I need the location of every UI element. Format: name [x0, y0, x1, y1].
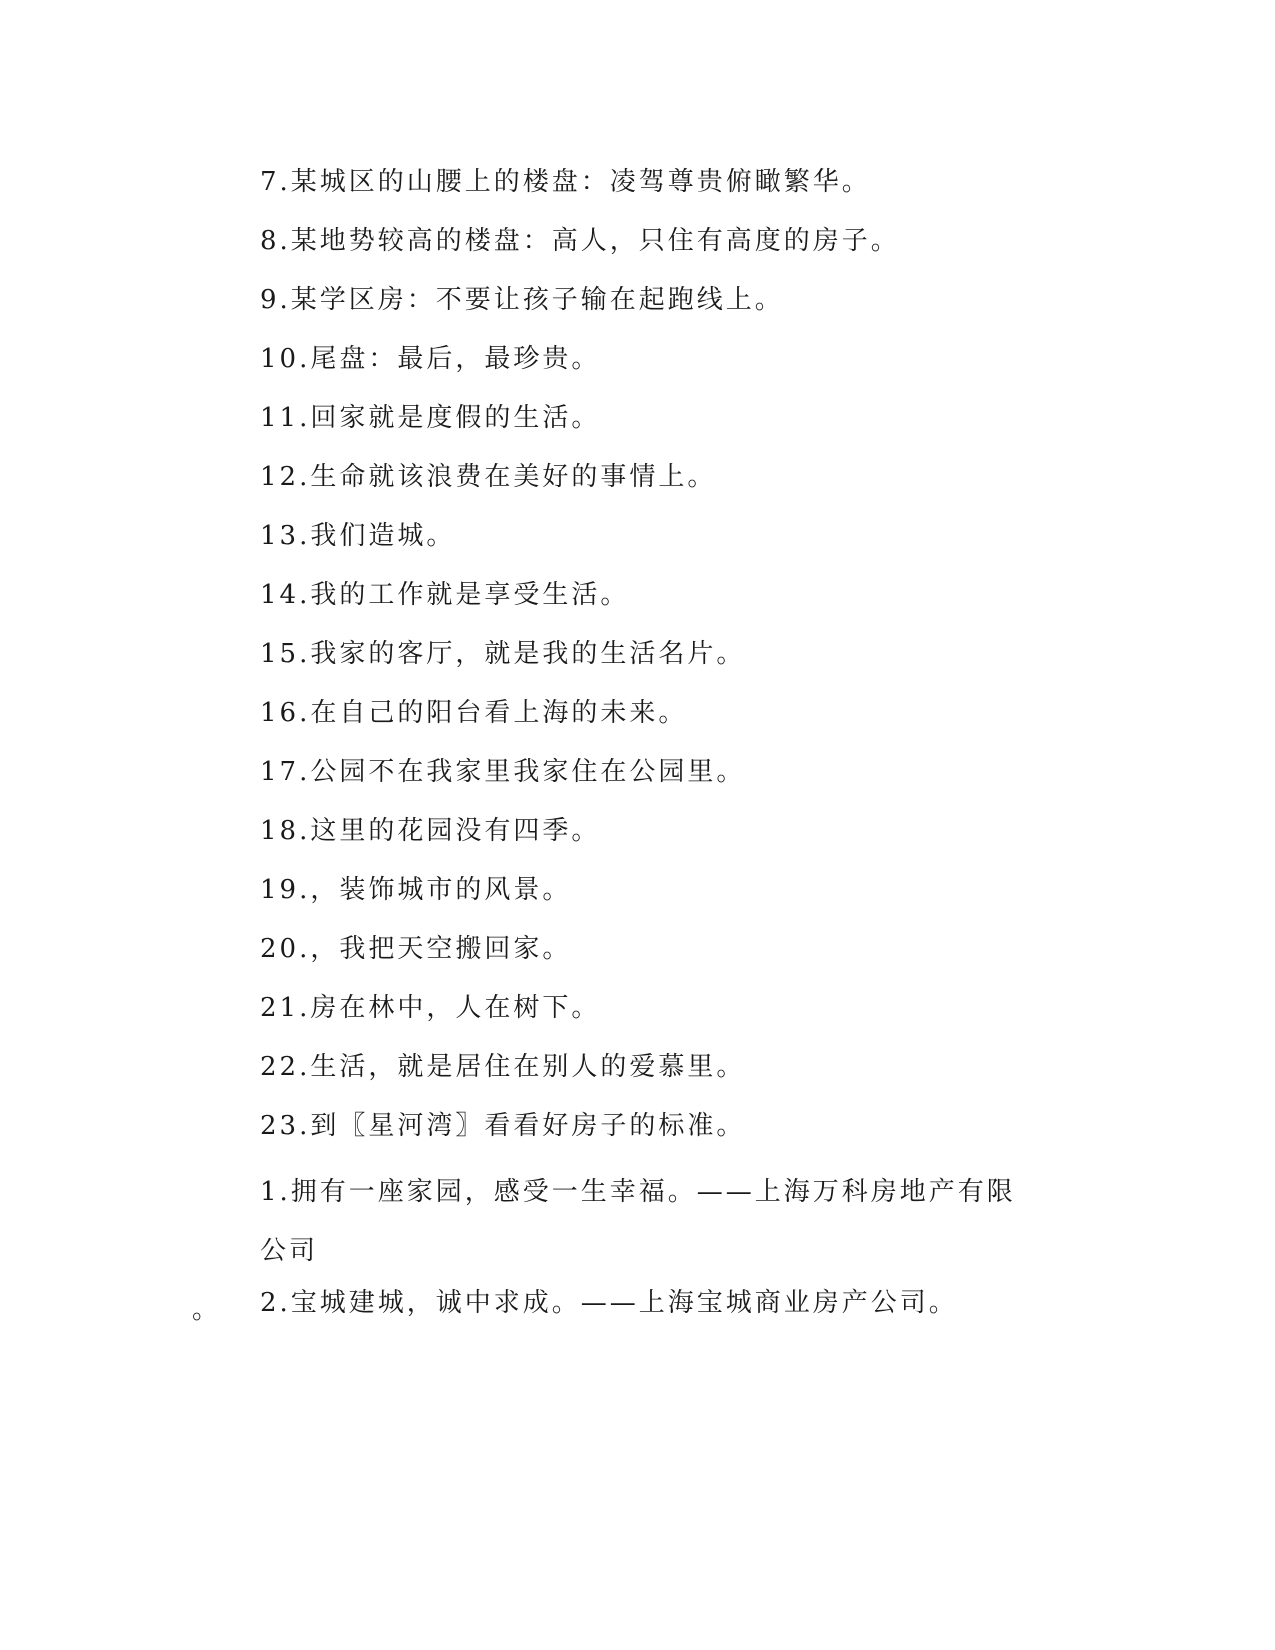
text-line-23: 23.到〖星河湾〗看看好房子的标准。 [260, 1111, 746, 1141]
text-line-12: 12.生命就该浪费在美好的事情上。 [260, 462, 717, 492]
text-line-9: 9.某学区房：不要让孩子输在起跑线上。 [260, 285, 784, 315]
text-line-15: 15.我家的客厅，就是我的生活名片。 [260, 639, 746, 669]
text-line-10: 10.尾盘：最后，最珍贵。 [260, 344, 601, 374]
slogan-1-tail: 。 [192, 1295, 222, 1325]
text-line-18: 18.这里的花园没有四季。 [260, 816, 601, 846]
text-line-17: 17.公园不在我家里我家住在公园里。 [260, 757, 746, 787]
document-body [0, 160, 1275, 1340]
text-line-19: 19.，装饰城市的风景。 [260, 875, 572, 905]
text-line-16: 16.在自己的阳台看上海的未来。 [260, 698, 688, 728]
slogan-paragraph-2: 2.宝城建城，诚中求成。——上海宝城商业房产公司。 [260, 1288, 958, 1318]
text-line-14: 14.我的工作就是享受生活。 [260, 580, 630, 610]
text-line-20: 20.，我把天空搬回家。 [260, 934, 572, 964]
text-line-11: 11.回家就是度假的生活。 [260, 403, 601, 433]
text-line-22: 22.生活，就是居住在别人的爱慕里。 [260, 1052, 746, 1082]
text-line-8: 8.某地势较高的楼盘：高人，只住有高度的房子。 [260, 226, 900, 256]
slogan-1-text: 1.拥有一座家园，感受一生幸福。——上海万科房地产有限公司 [260, 1177, 1016, 1266]
text-line-7: 7.某城区的山腰上的楼盘：凌驾尊贵俯瞰繁华。 [260, 167, 871, 197]
text-line-13: 13.我们造城。 [260, 521, 456, 551]
text-line-21: 21.房在林中，人在树下。 [260, 993, 601, 1023]
